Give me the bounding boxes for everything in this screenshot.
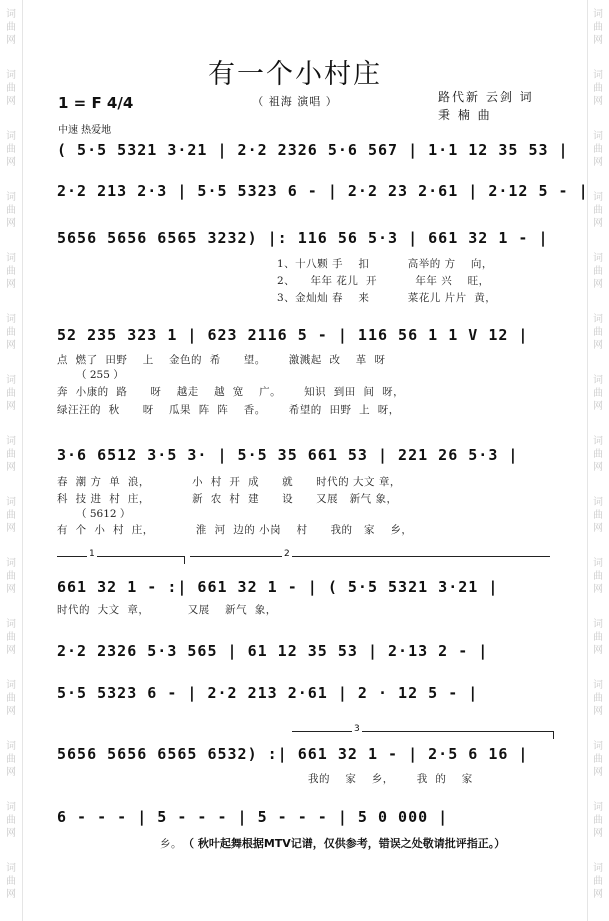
lyric-verse2-c: 科 技 进 村 庄， 新 农 村 建 设 又展 新气 象， (57, 493, 398, 505)
watermark-stamp: 词 曲 网 (593, 314, 603, 351)
volta-first-end-tick (184, 557, 185, 564)
lyric-verse1-c: 春 潮 方 单 浪， 小 村 开 成 就 时代的 大文 章， (57, 476, 401, 488)
triplet-label: 3 (354, 724, 360, 734)
watermark-stamp: 词 曲 网 (593, 131, 603, 168)
watermark-stamp: 词 曲 网 (6, 70, 16, 107)
lyric-verse1-b: 点 燃了 田野 上 金色的 希 望。 激溅起 改 革 呀 (57, 354, 386, 366)
watermark-stamp: 词 曲 网 (593, 253, 603, 290)
watermark-stamp: 词 曲 网 (6, 802, 16, 839)
watermark-stamp: 词 曲 网 (593, 436, 603, 473)
watermark-strip-right (587, 0, 609, 921)
watermark-stamp: 词 曲 网 (6, 9, 16, 46)
footer-transcription-note: （ 秋叶起舞根据MTV记谱，仅供参考，错误之处敬请批评指正。） (183, 837, 506, 850)
score-line-3: 5656 5656 6565 3232) |: 116 56 5·3 | 661 32 1 - | (57, 229, 549, 247)
lyric-ending-line: 我的 家 乡， 我 的 家 (308, 773, 473, 785)
watermark-stamp: 词 曲 网 (593, 375, 603, 412)
lyricist-credit: 路代新 云剑 词 (438, 90, 534, 104)
lyric-verse3-c: 有 个 小 村 庄， 淮 河 边的 小岗 村 我的 家 乡， (57, 524, 413, 536)
lyric-volta-line: 时代的 大文 章， 又展 新气 象， (57, 604, 277, 616)
watermark-stamp: 词 曲 网 (593, 863, 603, 900)
watermark-strip-left (0, 0, 22, 921)
frame-line-left (22, 0, 23, 921)
score-line-4: 52 235 323 1 | 623 2116 5 - | 116 56 1 1 V 12 | (57, 326, 529, 344)
score-line-7: 2·2 2326 5·3 565 | 61 12 35 53 | 2·13 2 - | (57, 642, 489, 660)
triplet-end-tick (553, 732, 554, 739)
alt-notes-255: （ 255 ） (76, 369, 124, 381)
key-signature: 1 = F 4/4 (58, 94, 134, 112)
watermark-stamp: 词 曲 网 (6, 680, 16, 717)
watermark-stamp: 词 曲 网 (6, 131, 16, 168)
watermark-stamp: 词 曲 网 (6, 863, 16, 900)
watermark-stamp: 词 曲 网 (6, 192, 16, 229)
watermark-stamp: 词 曲 网 (593, 70, 603, 107)
watermark-stamp: 词 曲 网 (593, 741, 603, 778)
volta-first-ending (57, 549, 185, 559)
watermark-stamp: 词 曲 网 (6, 375, 16, 412)
score-line-10: 6 - - - | 5 - - - | 5 - - - | 5 0 000 | (57, 808, 449, 826)
watermark-stamp: 词 曲 网 (593, 558, 603, 595)
watermark-stamp: 词 曲 网 (593, 192, 603, 229)
watermark-stamp: 词 曲 网 (6, 497, 16, 534)
alt-notes-5612: （ 5612 ） (76, 508, 131, 520)
frame-line-right (587, 0, 588, 921)
score-line-1: ( 5·5 5321 3·21 | 2·2 2326 5·6 567 | 1·1 12 35 53 | (57, 141, 569, 159)
tempo-marking: 中速 热爱地 (58, 125, 112, 136)
volta-second-ending (190, 549, 550, 559)
watermark-stamp: 词 曲 网 (6, 314, 16, 351)
volta-second-label: 2 (284, 549, 290, 559)
volta-first-label: 1 (89, 549, 95, 559)
lyric-verse2-b: 奔 小康的 路 呀 越走 越 宽 广。 知识 到田 间 呀， (57, 386, 405, 398)
triplet-bracket (292, 724, 554, 734)
lyric-verse3-b: 绿汪汪的 秋 呀 瓜果 阵 阵 香。 希望的 田野 上 呀， (57, 404, 400, 416)
lyric-final: 乡。 (160, 838, 182, 850)
watermark-stamp: 词 曲 网 (593, 9, 603, 46)
score-line-5: 3·6 6512 3·5 3· | 5·5 35 661 53 | 221 26 5·3 | (57, 446, 519, 464)
watermark-stamp: 词 曲 网 (593, 619, 603, 656)
lyric-verse1-a: 1、十八颗 手 扣 高举的 方 向， (277, 258, 493, 270)
song-title: 有一个小村庄 (208, 59, 382, 90)
score-line-9: 5656 5656 6565 6532) :| 661 32 1 - | 2·5 6 16 | (57, 745, 529, 763)
score-line-6: 661 32 1 - :| 661 32 1 - | ( 5·5 5321 3·21 | (57, 578, 499, 596)
score-line-8: 5·5 5323 6 - | 2·2 213 2·61 | 2 · 12 5 - | (57, 684, 479, 702)
watermark-stamp: 词 曲 网 (593, 497, 603, 534)
lyric-verse3-a: 3、金灿灿 春 来 菜花儿 片片 黄， (277, 292, 497, 304)
watermark-stamp: 词 曲 网 (6, 558, 16, 595)
lyric-verse2-a: 2、 年年 花儿 开 年年 兴 旺， (277, 275, 490, 287)
composer-credit: 秉 楠 曲 (438, 108, 492, 122)
watermark-stamp: 词 曲 网 (593, 680, 603, 717)
watermark-stamp: 词 曲 网 (6, 741, 16, 778)
watermark-stamp: 词 曲 网 (593, 802, 603, 839)
watermark-stamp: 词 曲 网 (6, 436, 16, 473)
singer-credit: （ 祖海 演唱 ） (252, 95, 338, 108)
watermark-stamp: 词 曲 网 (6, 619, 16, 656)
score-line-2: 2·2 213 2·3 | 5·5 5323 6 - | 2·2 23 2·61 | 2·12 5 - | (57, 182, 589, 200)
watermark-stamp: 词 曲 网 (6, 253, 16, 290)
